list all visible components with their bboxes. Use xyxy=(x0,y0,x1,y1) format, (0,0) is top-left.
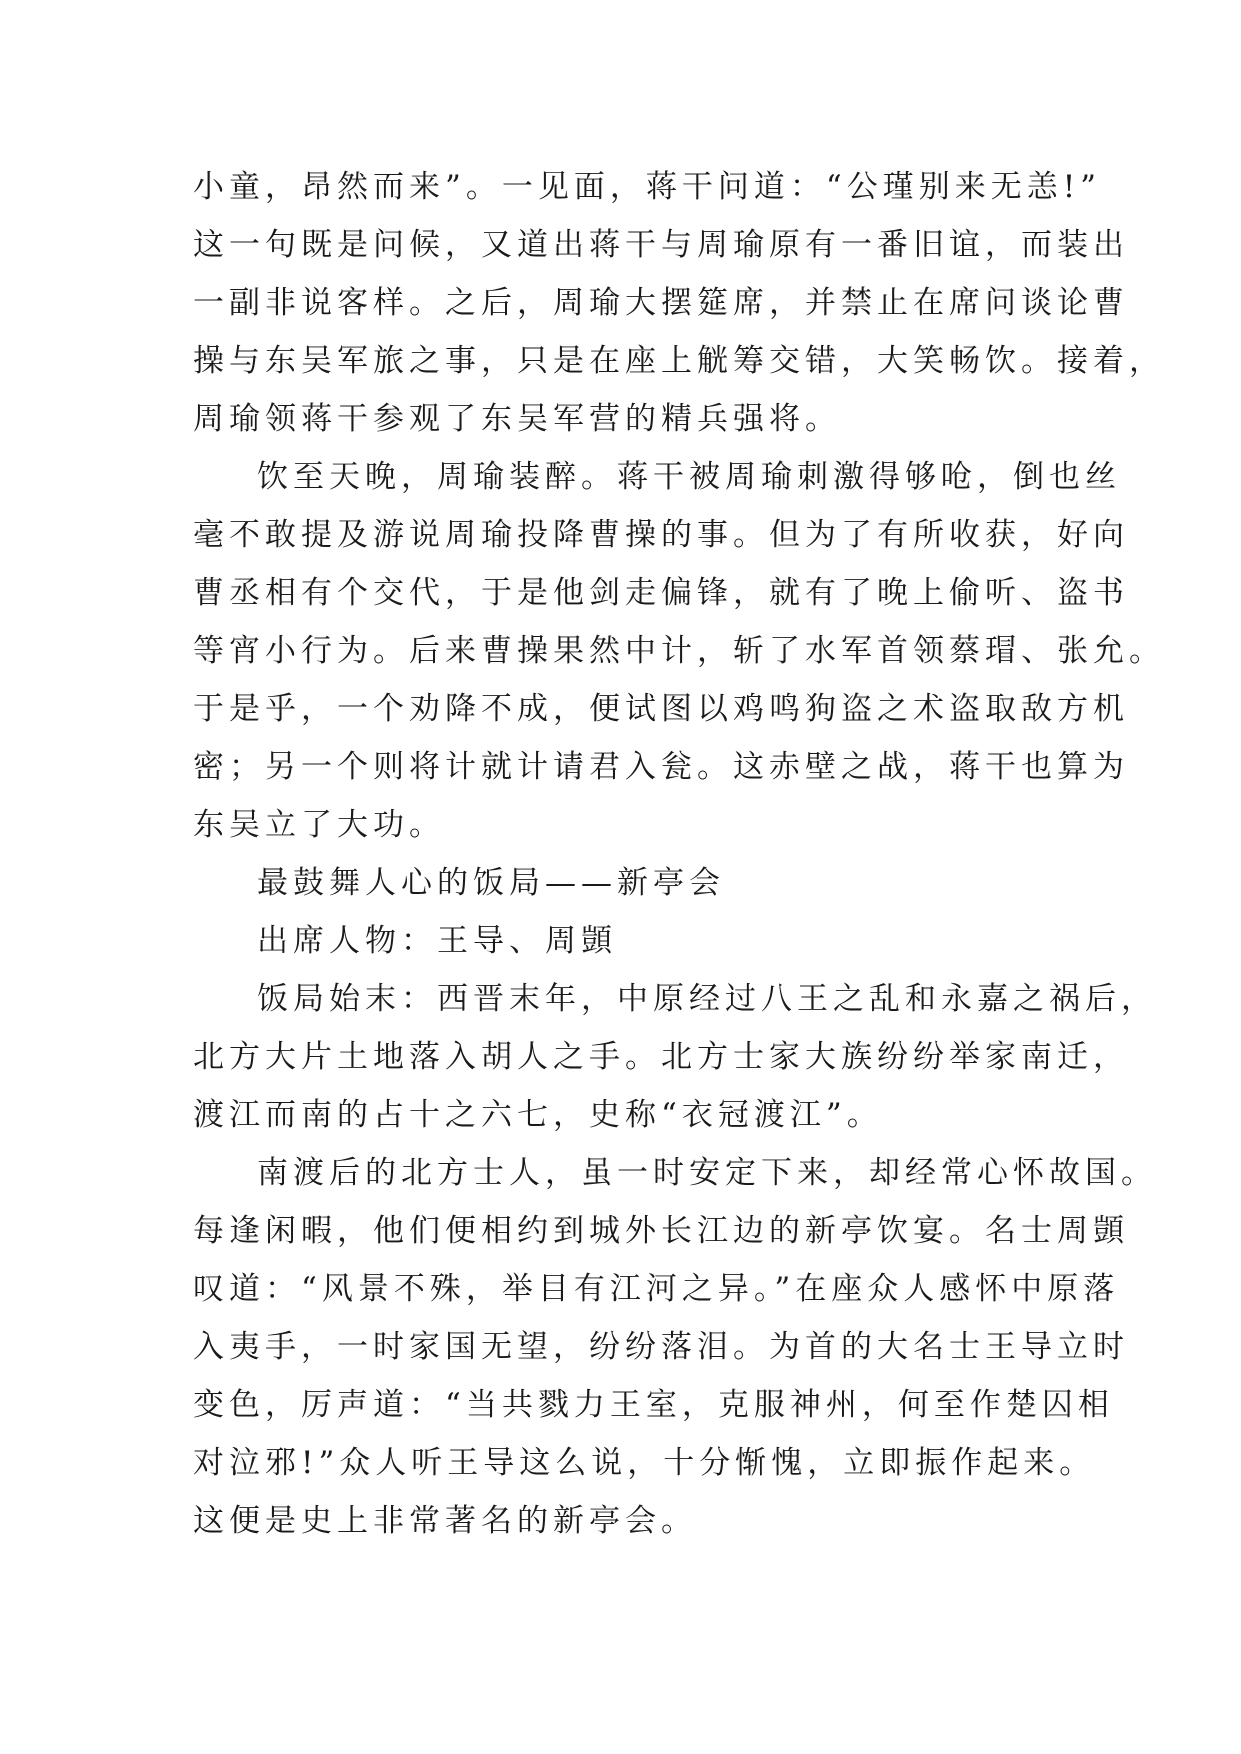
text-line: 渡江而南的占十之六七，史称“衣冠渡江”。 xyxy=(193,1097,883,1133)
text-line: 等宵小行为。后来曹操果然中计，斩了水军首领蔡瑁、张允。 xyxy=(193,633,1165,669)
text-line: 毫不敢提及游说周瑜投降曹操的事。但为了有所收获，好向 xyxy=(193,517,1129,553)
text-line: 曹丞相有个交代，于是他剑走偏锋，就有了晚上偷听、盗书 xyxy=(193,575,1129,611)
text-line: 这便是史上非常著名的新亭会。 xyxy=(193,1503,697,1539)
text-line: 每逢闲暇，他们便相约到城外长江边的新亭饮宴。名士周顗 xyxy=(193,1213,1129,1249)
text-line: 东吴立了大功。 xyxy=(193,807,445,843)
text-line: 最鼓舞人心的饭局——新亭会 xyxy=(257,865,725,901)
text-line: 对泣邪!”众人听王导这么说，十分惭愧，立即振作起来。 xyxy=(193,1445,1096,1481)
text-line: 入夷手，一时家国无望，纷纷落泪。为首的大名士王导立时 xyxy=(193,1329,1129,1365)
text-line: 于是乎，一个劝降不成，便试图以鸡鸣狗盗之术盗取敌方机 xyxy=(193,691,1129,727)
text-line: 变色，厉声道：“当共戮力王室，克服神州，何至作楚囚相 xyxy=(193,1387,1114,1423)
text-line: 北方大片土地落入胡人之手。北方士家大族纷纷举家南迁， xyxy=(193,1039,1129,1075)
text-line: 操与东吴军旅之事，只是在座上觥筹交错，大笑畅饮。接着， xyxy=(193,343,1165,379)
text-line: 饭局始末：西晋末年，中原经过八王之乱和永嘉之祸后， xyxy=(257,981,1157,1017)
text-line: 叹道：“风景不殊，举目有江河之异。”在座众人感怀中原落 xyxy=(193,1271,1120,1307)
text-line: 密；另一个则将计就计请君入瓮。这赤壁之战，蒋干也算为 xyxy=(193,749,1129,785)
text-line: 这一句既是问候，又道出蒋干与周瑜原有一番旧谊，而装出 xyxy=(193,227,1129,263)
text-line: 饮至天晚，周瑜装醉。蒋干被周瑜刺激得够呛，倒也丝 xyxy=(257,459,1121,495)
text-line: 周瑜领蒋干参观了东吴军营的精兵强将。 xyxy=(193,401,841,437)
text-line: 出席人物：王导、周顗 xyxy=(257,923,617,959)
text-line: 一副非说客样。之后，周瑜大摆筵席，并禁止在席问谈论曹 xyxy=(193,285,1129,321)
text-line: 小童，昂然而来”。一见面，蒋干问道：“公瑾别来无恙!” xyxy=(193,169,1101,205)
text-line: 南渡后的北方士人，虽一时安定下来，却经常心怀故国。 xyxy=(257,1155,1157,1191)
document-body xyxy=(193,158,1165,1550)
